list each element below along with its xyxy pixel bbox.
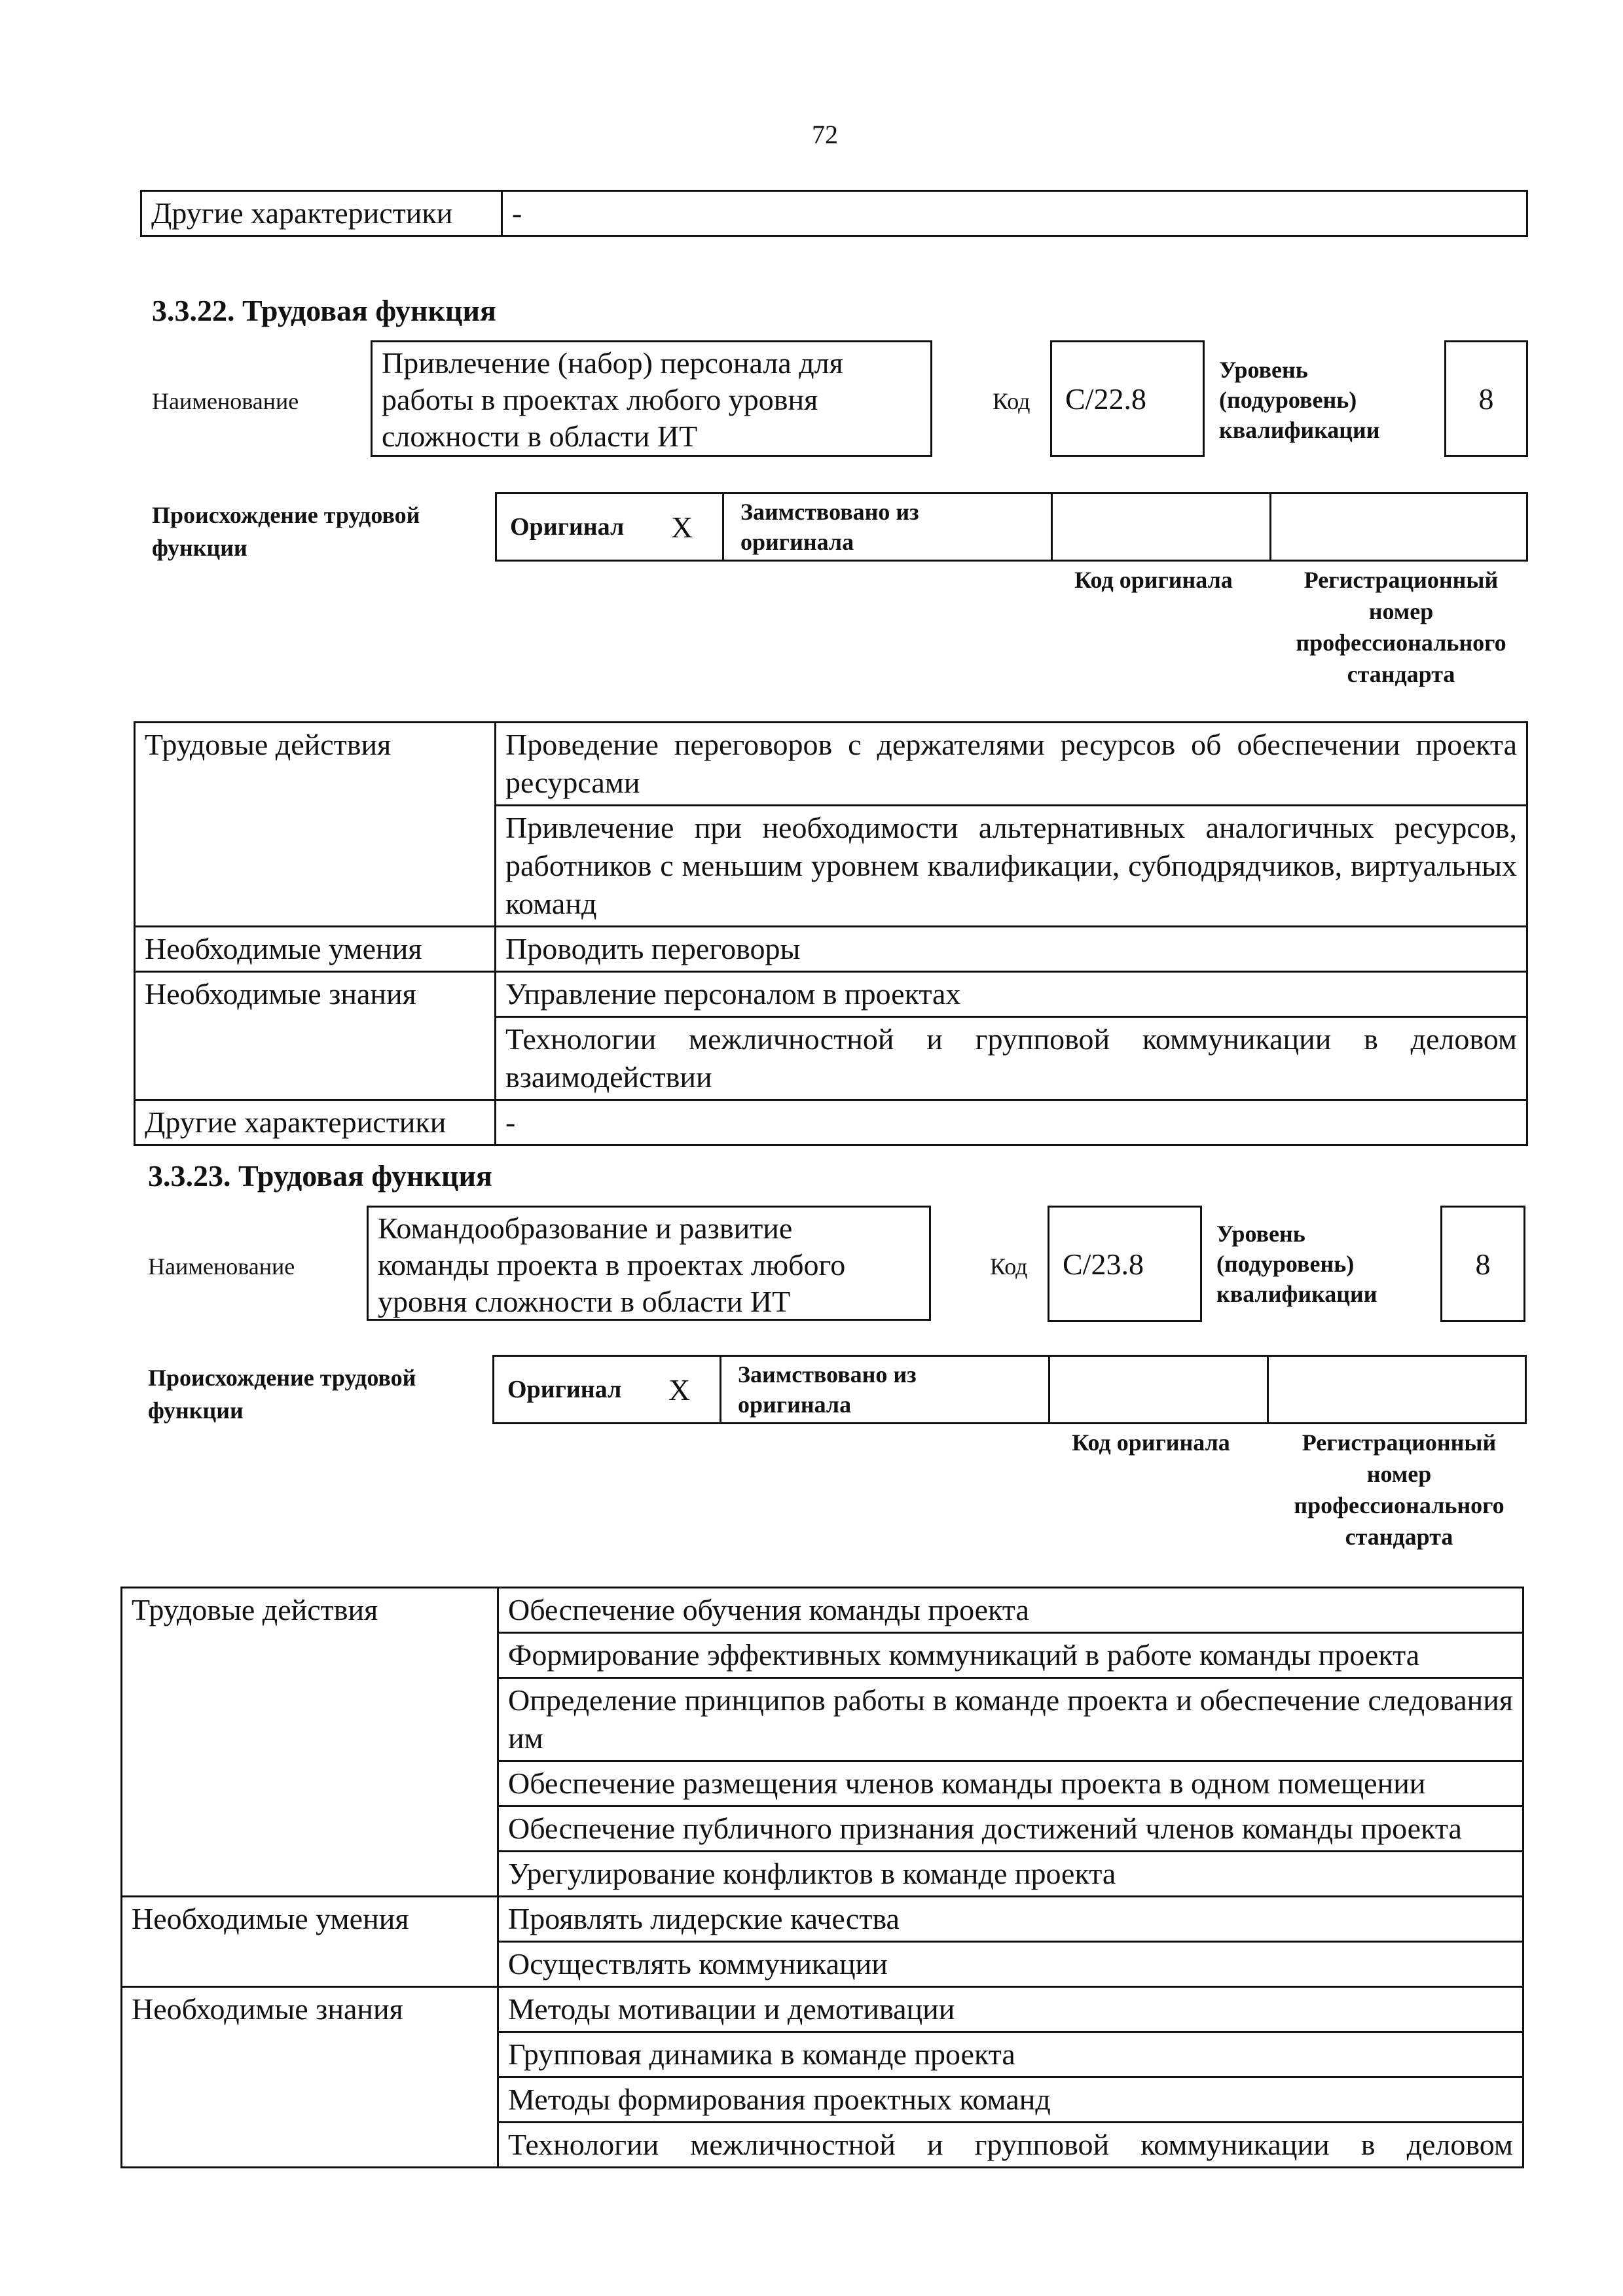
table-cell: Методы формирования проектных команд [498, 2077, 1523, 2123]
origin-line: функции [152, 535, 247, 561]
row-label: Необходимые знания [122, 1987, 498, 2168]
section-b-name-line: команды проекта в проектах любого [378, 1248, 846, 1282]
table-cell: - [496, 1100, 1527, 1145]
level-line: квалификации [1216, 1281, 1377, 1307]
divider [1048, 1357, 1050, 1422]
divider [1269, 494, 1271, 560]
table-cell: Технологии межличностной и групповой коммуникации в деловом [498, 2123, 1523, 2168]
table-cell: Формирование эффективных коммуникаций в работе команды проекта [498, 1633, 1523, 1678]
section-b-name-line: уровня сложности в области ИТ [378, 1285, 791, 1318]
borrowed-line: оригинала [738, 1391, 852, 1418]
table-cell: Проводить переговоры [496, 927, 1527, 972]
level-line: Уровень [1219, 357, 1308, 383]
section-b-original-label: Оригинал [507, 1376, 622, 1403]
section-a-level: 8 [1478, 382, 1494, 416]
table-cell: Обеспечение обучения команды проекта [498, 1588, 1523, 1633]
borrowed-line: оригинала [740, 529, 854, 555]
reg-line: профессионального [1294, 1492, 1504, 1518]
row-label: Необходимые умения [135, 927, 496, 972]
reg-line: стандарта [1347, 661, 1455, 687]
divider [722, 494, 724, 560]
table-cell: Обеспечение размещения членов команды проекта в одном помещении [498, 1761, 1523, 1806]
section-b-reg-label [1271, 1427, 1527, 1552]
section-a-level-box [1444, 340, 1528, 457]
section-a-name-box [371, 340, 932, 457]
section-a-level-label [1219, 355, 1380, 445]
reg-line: номер [1366, 1461, 1432, 1487]
level-line: (подуровень) [1216, 1251, 1355, 1277]
section-b-name-box [367, 1206, 931, 1321]
table-cell: Привлечение при необходимости альтернативных аналогичных ресурсов, работников с меньшим уровнем квалификации, субподрядчиков, виртуальных команд [496, 806, 1527, 927]
section-b-name-line: Командообразование и развитие [378, 1211, 793, 1245]
table-cell: Осуществлять коммуникации [498, 1942, 1523, 1987]
section-b-name-label: Наименование [148, 1253, 295, 1280]
origin-line: Происхождение трудовой [148, 1365, 416, 1391]
table-cell: Урегулирование конфликтов в команде проекта [498, 1852, 1523, 1897]
section-a-origin-label [152, 499, 420, 564]
table-cell: Групповая динамика в команде проекта [498, 2032, 1523, 2077]
section-b-level-box [1440, 1206, 1525, 1322]
table-cell: Обеспечение публичного признания достижений членов команды проекта [498, 1806, 1523, 1852]
section-b-borrowed [738, 1359, 917, 1420]
section-b-level: 8 [1475, 1247, 1491, 1281]
section-b-title: 3.3.23. Трудовая функция [148, 1159, 492, 1193]
top-label: Другие характеристики [141, 191, 502, 236]
section-a-code: С/22.8 [1065, 382, 1146, 416]
reg-line: профессионального [1296, 630, 1506, 656]
row-label: Необходимые умения [122, 1897, 498, 1987]
section-a-borrowed [740, 497, 919, 557]
section-a-name-line: работы в проектах любого уровня [382, 383, 818, 416]
table-cell: Управление персоналом в проектах [496, 972, 1527, 1017]
row-label: Трудовые действия [135, 723, 496, 927]
row-label: Необходимые знания [135, 972, 496, 1100]
borrowed-line: Заимствовано из [738, 1361, 917, 1388]
divider [1267, 1357, 1269, 1422]
section-b-origin-row [492, 1355, 1527, 1424]
table-cell: Технологии межличностной и групповой коммуникации в деловом взаимодействии [496, 1017, 1527, 1100]
top-value: - [502, 191, 1527, 236]
level-line: Уровень [1216, 1221, 1305, 1247]
table-cell: Методы мотивации и демотивации [498, 1987, 1523, 2032]
section-b-level-label [1216, 1219, 1377, 1309]
top-table [140, 190, 1528, 237]
table-cell: Определение принципов работы в команде проекта и обеспечение следования им [498, 1678, 1523, 1761]
section-a-code-original-label: Код оригинала [1074, 567, 1233, 593]
table-cell: Проявлять лидерские качества [498, 1897, 1523, 1942]
section-a-table [134, 721, 1528, 1146]
level-line: (подуровень) [1219, 387, 1357, 413]
section-b-code: С/23.8 [1063, 1247, 1144, 1281]
row-label: Трудовые действия [122, 1588, 498, 1897]
reg-line: Регистрационный [1302, 1429, 1497, 1456]
reg-line: стандарта [1345, 1524, 1453, 1550]
section-a-name-line: Привлечение (набор) персонала для [382, 346, 843, 380]
section-b-code-label: Код [990, 1253, 1028, 1280]
section-b-table [120, 1587, 1524, 2168]
section-b-origin-label [148, 1361, 416, 1427]
section-a-reg-label [1274, 564, 1528, 690]
level-line: квалификации [1219, 417, 1380, 443]
section-b-code-box [1048, 1206, 1202, 1322]
section-a-title: 3.3.22. Трудовая функция [152, 294, 496, 327]
section-a-name-label: Наименование [152, 388, 299, 414]
row-label: Другие характеристики [135, 1100, 496, 1145]
divider [720, 1357, 721, 1422]
section-a-original-label: Оригинал [510, 513, 625, 541]
section-a-code-label: Код [993, 388, 1030, 414]
section-b-x-mark: Х [668, 1372, 691, 1407]
section-a-x-mark: Х [671, 510, 693, 544]
section-a-name-line: сложности в области ИТ [382, 420, 698, 453]
origin-line: Происхождение трудовой [152, 502, 420, 528]
origin-line: функции [148, 1397, 244, 1424]
section-a-origin-row [495, 492, 1528, 562]
section-b-code-original-label: Код оригинала [1072, 1429, 1230, 1456]
borrowed-line: Заимствовано из [740, 499, 919, 525]
divider [1051, 494, 1053, 560]
page-number: 72 [812, 120, 838, 149]
reg-line: Регистрационный [1304, 567, 1499, 593]
section-a-code-box [1050, 340, 1205, 457]
reg-line: номер [1368, 598, 1434, 624]
table-cell: Проведение переговоров с держателями ресурсов об обеспечении проекта ресурсами [496, 723, 1527, 806]
